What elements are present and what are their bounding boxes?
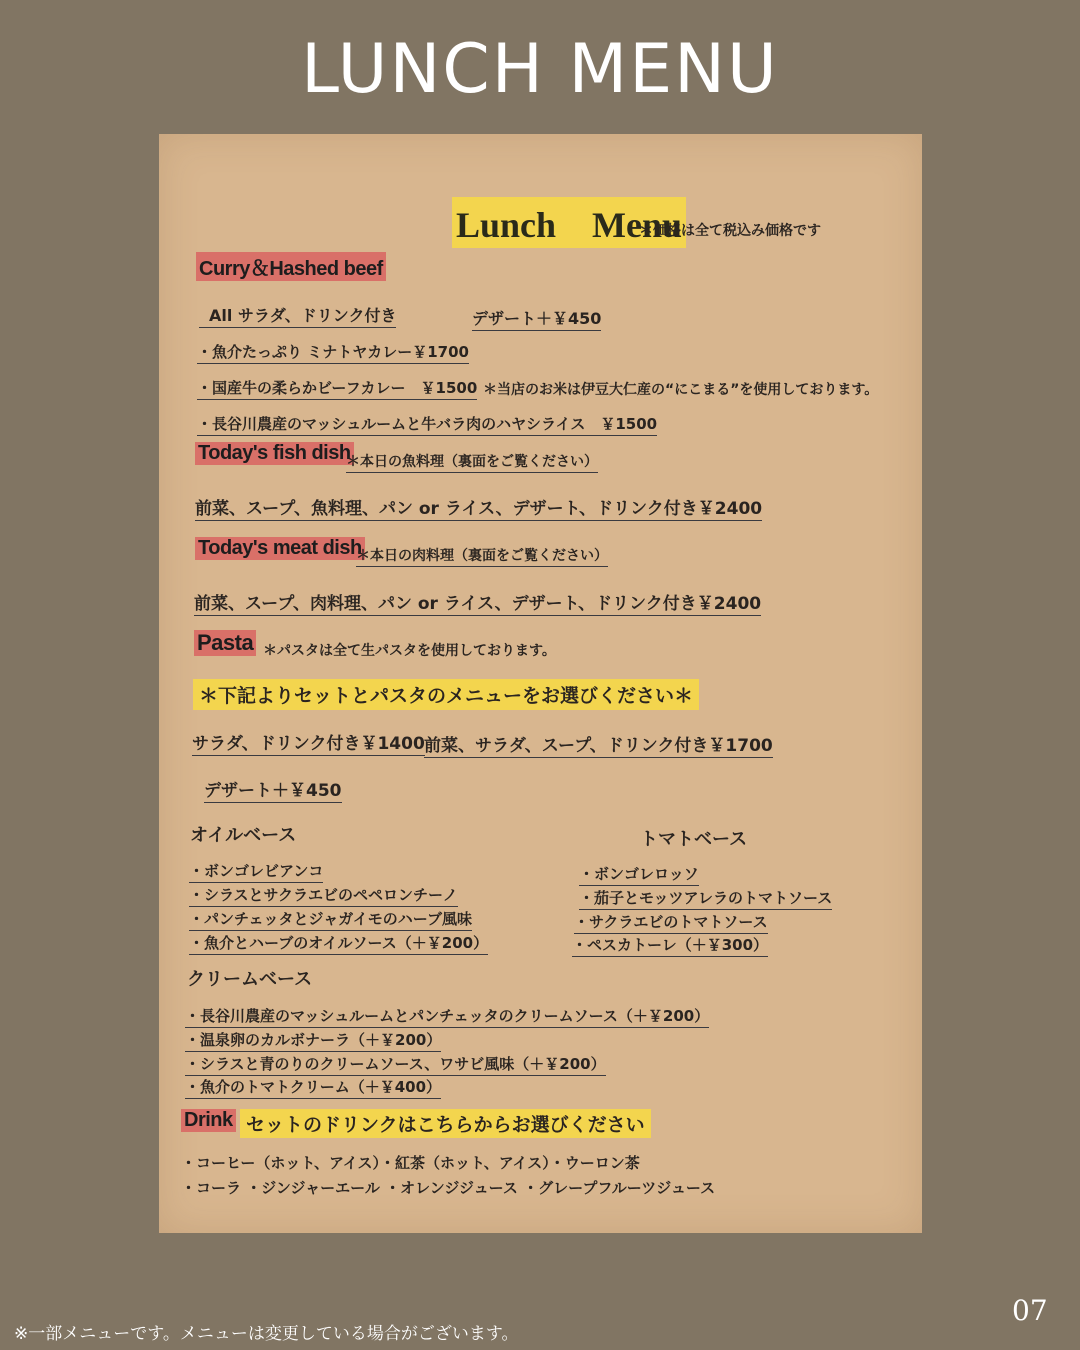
menu-title: Lunch Menu bbox=[452, 197, 686, 248]
pasta-choose-note: ＊下記よりセットとパスタのメニューをお選びください＊ bbox=[193, 679, 699, 710]
meat-course: 前菜、スープ、肉料理、パン or ライス、デザート、ドリンク付き￥2400 bbox=[194, 589, 761, 616]
drink-list-line-1: ・コーヒー（ホット、アイス）・紅茶（ホット、アイス）・ウーロン茶 bbox=[181, 1154, 640, 1172]
drink-section-label: Drink bbox=[181, 1109, 236, 1132]
pasta-note: ＊パスタは全て生パスタを使用しております。 bbox=[263, 643, 556, 659]
oil-pasta-item: ・魚介とハーブのオイルソース（＋￥200） bbox=[189, 932, 488, 955]
page-title: LUNCH MENU bbox=[301, 30, 779, 109]
meat-note: ＊本日の肉料理（裏面をご覧ください） bbox=[356, 545, 608, 567]
curry-item: ・魚介たっぷり ミナトヤカレー￥1700 bbox=[197, 341, 469, 364]
fish-note: ＊本日の魚料理（裏面をご覧ください） bbox=[346, 451, 598, 473]
oil-pasta-item: ・ボンゴレビアンコ bbox=[189, 860, 323, 883]
tomato-pasta-item: ・茄子とモッツアレラのトマトソース bbox=[579, 887, 832, 910]
pasta-set-1: サラダ、ドリンク付き￥1400 bbox=[192, 729, 425, 756]
cream-pasta-item: ・魚介のトマトクリーム（＋￥400） bbox=[185, 1076, 441, 1099]
curry-includes: All サラダ、ドリンク付き bbox=[199, 303, 396, 328]
drink-list-line-2: ・コーラ ・ジンジャーエール ・オレンジジュース ・グレープフルーツジュース bbox=[181, 1179, 716, 1197]
tomato-base-heading: トマトベース bbox=[640, 829, 748, 850]
cream-pasta-item: ・シラスと青のりのクリームソース、ワサビ風味（＋￥200） bbox=[185, 1053, 606, 1076]
oil-pasta-item: ・シラスとサクラエビのペペロンチーノ bbox=[189, 884, 458, 907]
fish-course: 前菜、スープ、魚料理、パン or ライス、デザート、ドリンク付き￥2400 bbox=[195, 494, 762, 521]
tomato-pasta-item: ・ボンゴレロッソ bbox=[579, 863, 699, 886]
cream-pasta-item: ・温泉卵のカルボナーラ（＋￥200） bbox=[185, 1029, 441, 1052]
pasta-dessert: デザート＋￥450 bbox=[204, 776, 342, 803]
oil-base-heading: オイルベース bbox=[190, 825, 297, 846]
curry-item: ・国産牛の柔らかビーフカレー ￥1500 bbox=[197, 377, 477, 400]
curry-item: ・長谷川農産のマッシュルームと牛バラ肉のハヤシライス ￥1500 bbox=[197, 413, 657, 436]
fish-section-label: Today's fish dish bbox=[195, 442, 354, 465]
cream-base-heading: クリームベース bbox=[187, 969, 313, 990]
page-number: 07 bbox=[1012, 1294, 1048, 1327]
menu-photo bbox=[159, 134, 922, 1233]
curry-dessert: デザート＋￥450 bbox=[472, 306, 601, 331]
pasta-set-2: 前菜、サラダ、スープ、ドリンク付き￥1700 bbox=[424, 731, 773, 758]
rice-note: ＊当店のお米は伊豆大仁産の“にこまる”を使用しております。 bbox=[483, 382, 879, 398]
tax-note: ＊価格は全て税込み価格です bbox=[639, 223, 821, 239]
pasta-section-label: Pasta bbox=[194, 630, 256, 656]
curry-section-label: Curry＆Hashed beef bbox=[196, 252, 386, 281]
oil-pasta-item: ・パンチェッタとジャガイモのハーブ風味 bbox=[189, 908, 472, 931]
meat-section-label: Today's meat dish bbox=[195, 537, 365, 560]
drink-note: セットのドリンクはこちらからお選びください bbox=[240, 1109, 651, 1138]
cream-pasta-item: ・長谷川農産のマッシュルームとパンチェッタのクリームソース（＋￥200） bbox=[185, 1005, 709, 1028]
footer-note: ※一部メニューです。メニューは変更している場合がございます。 bbox=[14, 1324, 519, 1344]
tomato-pasta-item: ・サクラエビのトマトソース bbox=[574, 911, 768, 934]
tomato-pasta-item: ・ペスカトーレ（＋￥300） bbox=[572, 934, 768, 957]
